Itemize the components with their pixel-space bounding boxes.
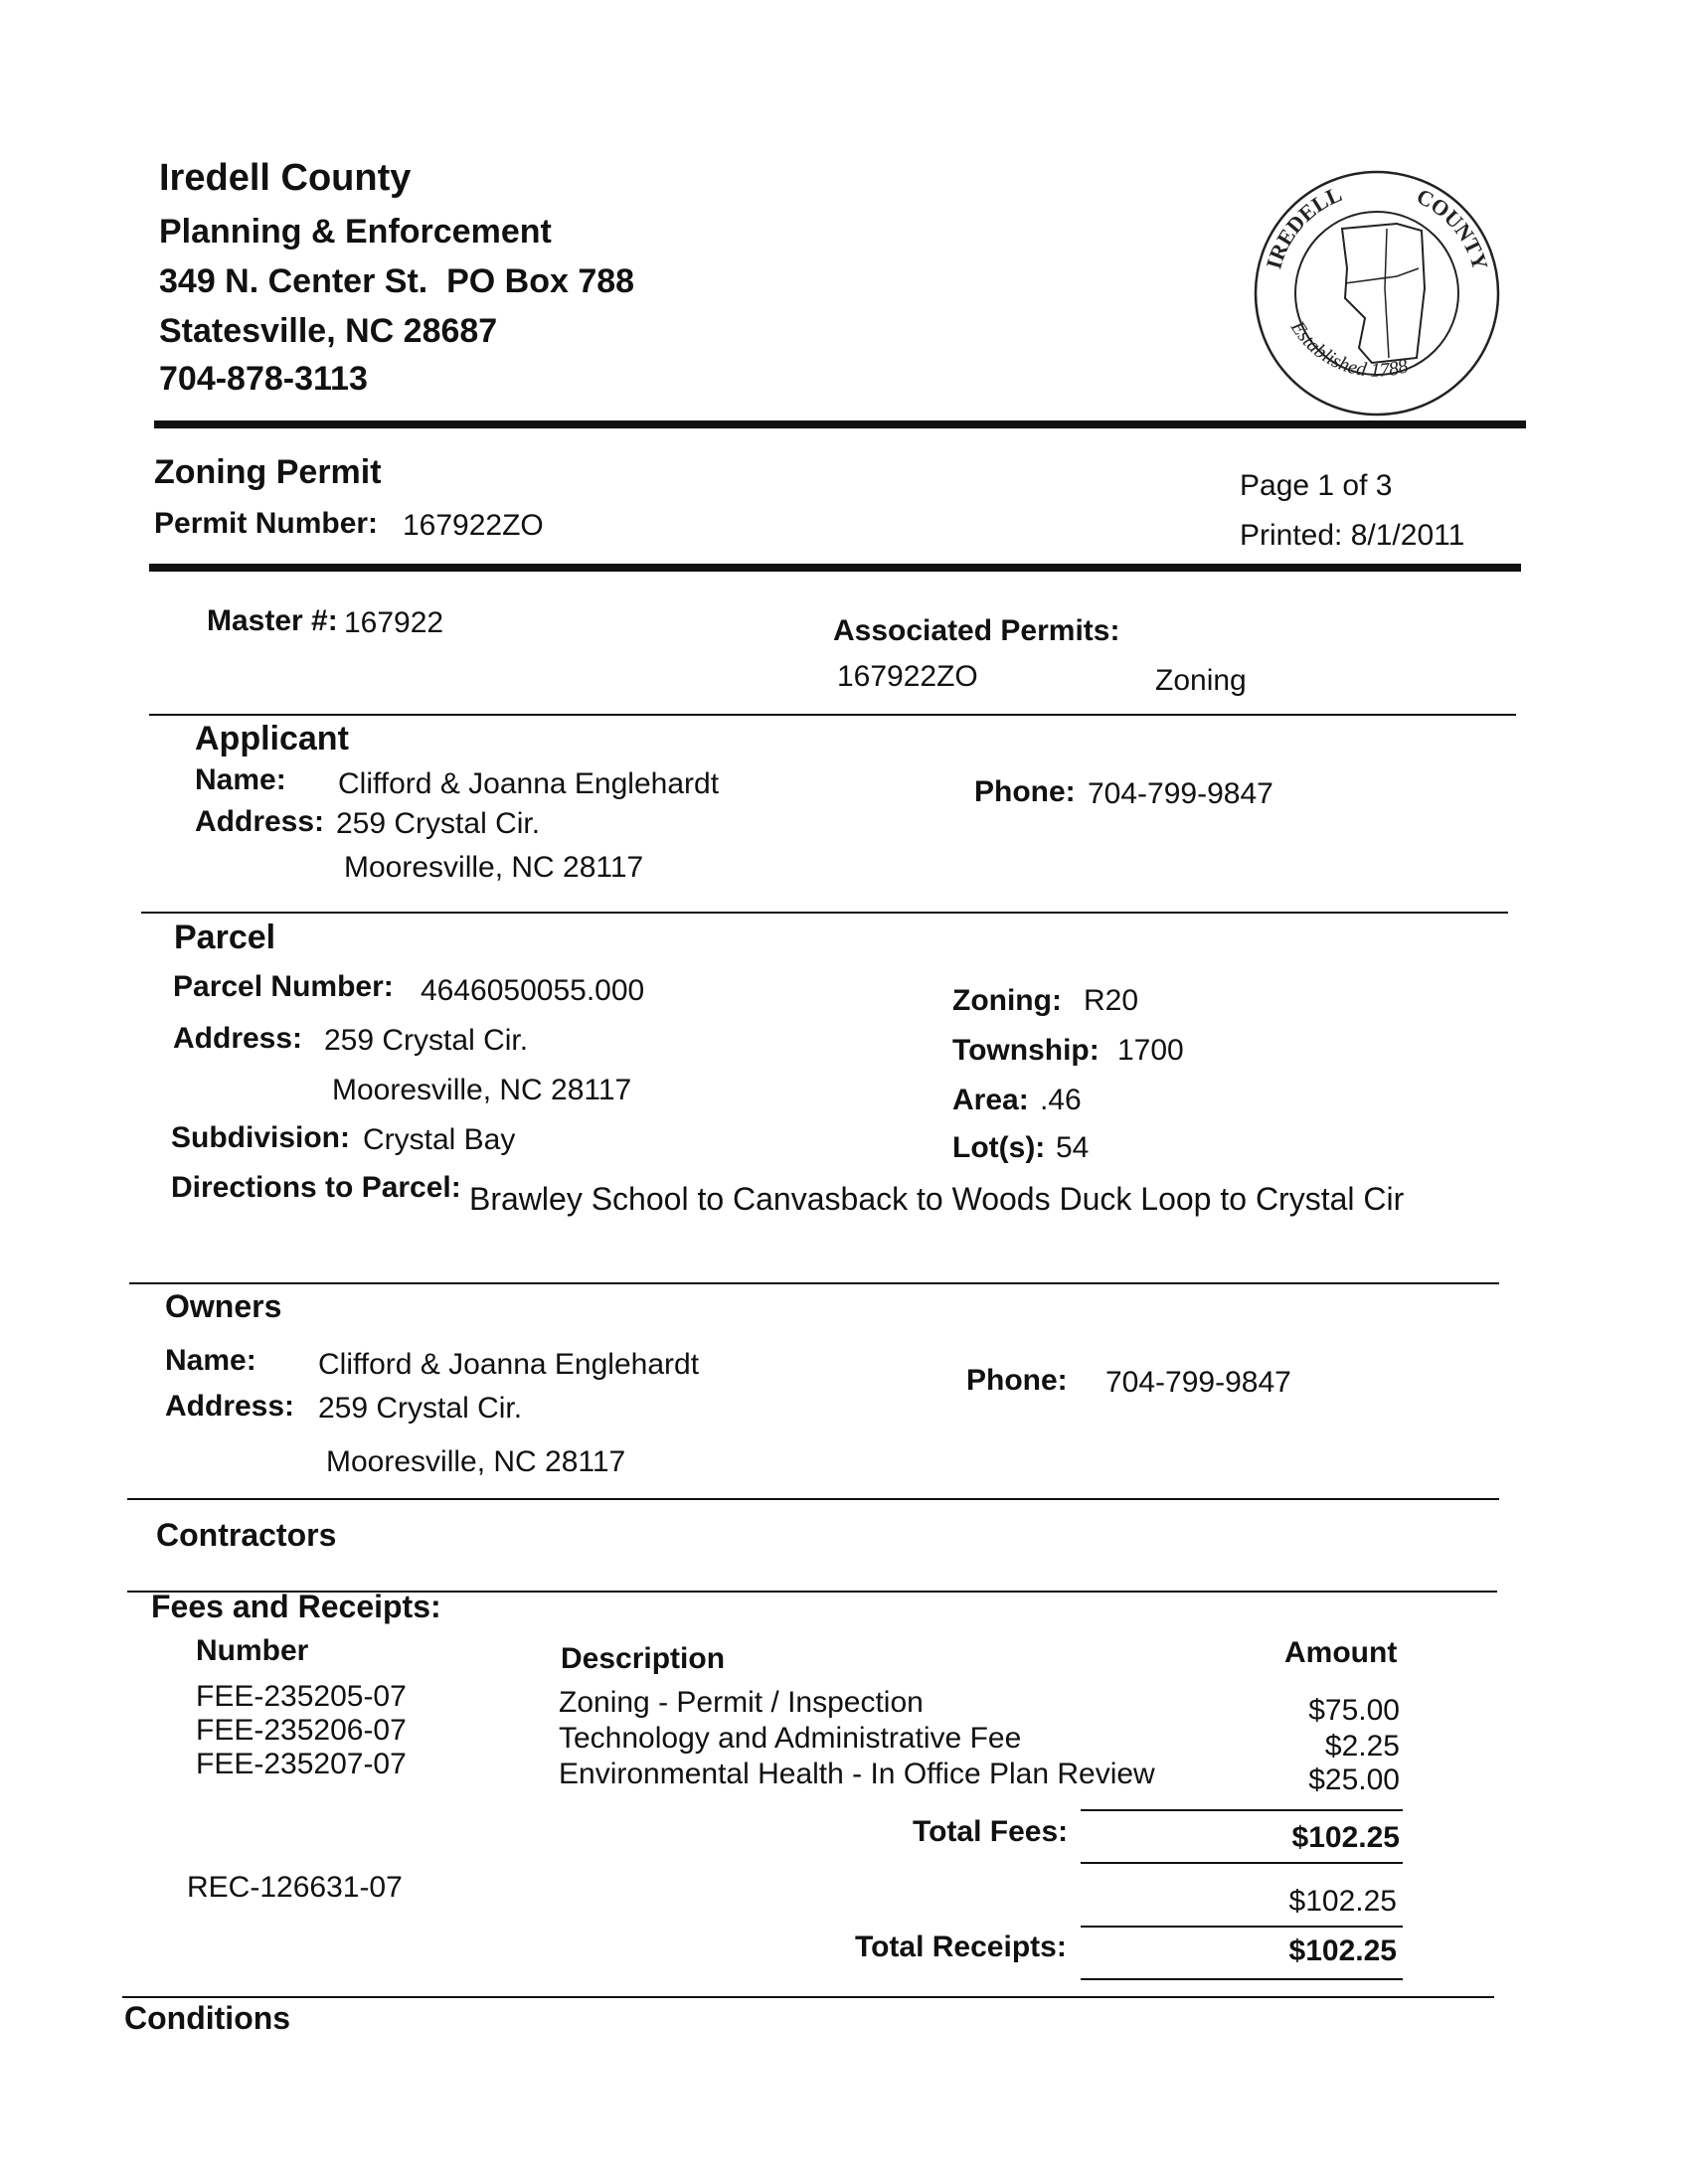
printed-date: Printed: 8/1/2011 [1240, 519, 1465, 552]
svg-text:Established 1788 [1285, 316, 1411, 382]
total-receipts: $102.25 [1288, 1934, 1397, 1967]
master-label: Master #: [207, 604, 338, 637]
owner-phone-label: Phone: [966, 1364, 1068, 1397]
county-seal-logo [1248, 169, 1506, 418]
seal-right-text: COUNTY [1413, 183, 1493, 273]
subdivision: Crystal Bay [363, 1123, 516, 1156]
divider [122, 1996, 1494, 1998]
fee-description: Zoning - Permit / Inspection [559, 1686, 924, 1719]
parcel-number-label: Parcel Number: [173, 970, 394, 1003]
permit-number-label: Permit Number: [154, 507, 379, 540]
fee-description: Environmental Health - In Office Plan Review [559, 1758, 1155, 1790]
total-fees: $102.25 [1291, 1821, 1400, 1854]
directions-label: Directions to Parcel: [171, 1171, 461, 1204]
office-street: 349 N. Center St. PO Box 788 [159, 262, 635, 300]
receipt-number: REC-126631-07 [187, 1871, 403, 1904]
parcel-heading: Parcel [174, 919, 276, 956]
receipt-amount: $102.25 [1288, 1885, 1397, 1918]
total-fees-label: Total Fees: [913, 1815, 1069, 1848]
divider [149, 714, 1516, 716]
applicant-address-label: Address: [195, 805, 325, 838]
applicant-name: Clifford & Joanna Englehardt [338, 767, 720, 800]
divider [129, 1282, 1499, 1284]
owner-name: Clifford & Joanna Englehardt [318, 1348, 700, 1381]
total-rule [1081, 1978, 1403, 1980]
applicant-phone-label: Phone: [974, 775, 1076, 808]
master-number: 167922 [344, 606, 444, 639]
seal-top-text: IREDELL [1261, 181, 1346, 272]
total-rule [1081, 1862, 1403, 1864]
area-value: .46 [1040, 1084, 1082, 1116]
fees-col-amount: Amount [1284, 1636, 1398, 1669]
associated-permit-number: 167922ZO [837, 660, 978, 693]
owner-address-line1: 259 Crystal Cir. [318, 1392, 523, 1425]
conditions-heading: Conditions [124, 2000, 291, 2036]
applicant-phone: 704-799-9847 [1088, 777, 1273, 810]
parcel-address-label: Address: [173, 1022, 303, 1055]
directions: Brawley School to Canvasback to Woods Duck Loop to Crystal Cir [469, 1181, 1405, 1217]
fee-amount: $2.25 [1324, 1730, 1400, 1763]
applicant-address-line2: Mooresville, NC 28117 [344, 851, 644, 884]
permit-divider [149, 564, 1521, 572]
applicant-name-label: Name: [195, 763, 286, 796]
divider [141, 912, 1508, 914]
office-phone: 704-878-3113 [159, 360, 368, 398]
seal-bottom-text: Established 1788 [1285, 317, 1412, 382]
fees-col-description: Description [561, 1642, 726, 1675]
permit-number: 167922ZO [403, 509, 544, 542]
permit-title: Zoning Permit [154, 453, 382, 491]
zoning-value: R20 [1084, 984, 1139, 1017]
fees-heading: Fees and Receipts: [151, 1589, 441, 1624]
header-divider [154, 420, 1526, 428]
fees-col-number: Number [196, 1634, 309, 1667]
lots-label: Lot(s): [952, 1131, 1046, 1164]
township-value: 1700 [1117, 1034, 1184, 1067]
subtotal-rule [1081, 1926, 1403, 1928]
applicant-heading: Applicant [195, 720, 349, 757]
fee-number: FEE-235206-07 [196, 1714, 407, 1747]
parcel-number: 4646050055.000 [421, 974, 645, 1007]
area-label: Area: [952, 1084, 1029, 1116]
fee-amount: $25.00 [1308, 1764, 1400, 1796]
associated-permit-type: Zoning [1155, 664, 1247, 697]
owner-name-label: Name: [165, 1344, 256, 1377]
total-receipts-label: Total Receipts: [855, 1931, 1067, 1963]
fee-amount: $75.00 [1308, 1694, 1400, 1727]
subdivision-label: Subdivision: [171, 1121, 350, 1154]
owners-heading: Owners [165, 1288, 282, 1324]
office-city: Statesville, NC 28687 [159, 312, 498, 350]
applicant-address-line1: 259 Crystal Cir. [336, 807, 541, 840]
associated-permits-label: Associated Permits: [833, 614, 1120, 647]
zoning-label: Zoning: [952, 984, 1062, 1017]
subtotal-rule [1081, 1809, 1403, 1811]
parcel-address-line1: 259 Crystal Cir. [324, 1024, 529, 1057]
fee-number: FEE-235207-07 [196, 1748, 407, 1780]
lots-value: 54 [1056, 1131, 1090, 1164]
owner-phone: 704-799-9847 [1105, 1366, 1291, 1399]
township-label: Township: [952, 1034, 1100, 1067]
divider [127, 1498, 1499, 1500]
page-indicator: Page 1 of 3 [1240, 469, 1393, 502]
fee-description: Technology and Administrative Fee [559, 1722, 1022, 1755]
county-name: Iredell County [159, 157, 412, 199]
owner-address-label: Address: [165, 1390, 295, 1423]
fee-number: FEE-235205-07 [196, 1680, 407, 1713]
parcel-address-line2: Mooresville, NC 28117 [332, 1074, 632, 1106]
owner-address-line2: Mooresville, NC 28117 [326, 1445, 626, 1478]
department-name: Planning & Enforcement [159, 213, 552, 251]
contractors-heading: Contractors [156, 1517, 337, 1553]
